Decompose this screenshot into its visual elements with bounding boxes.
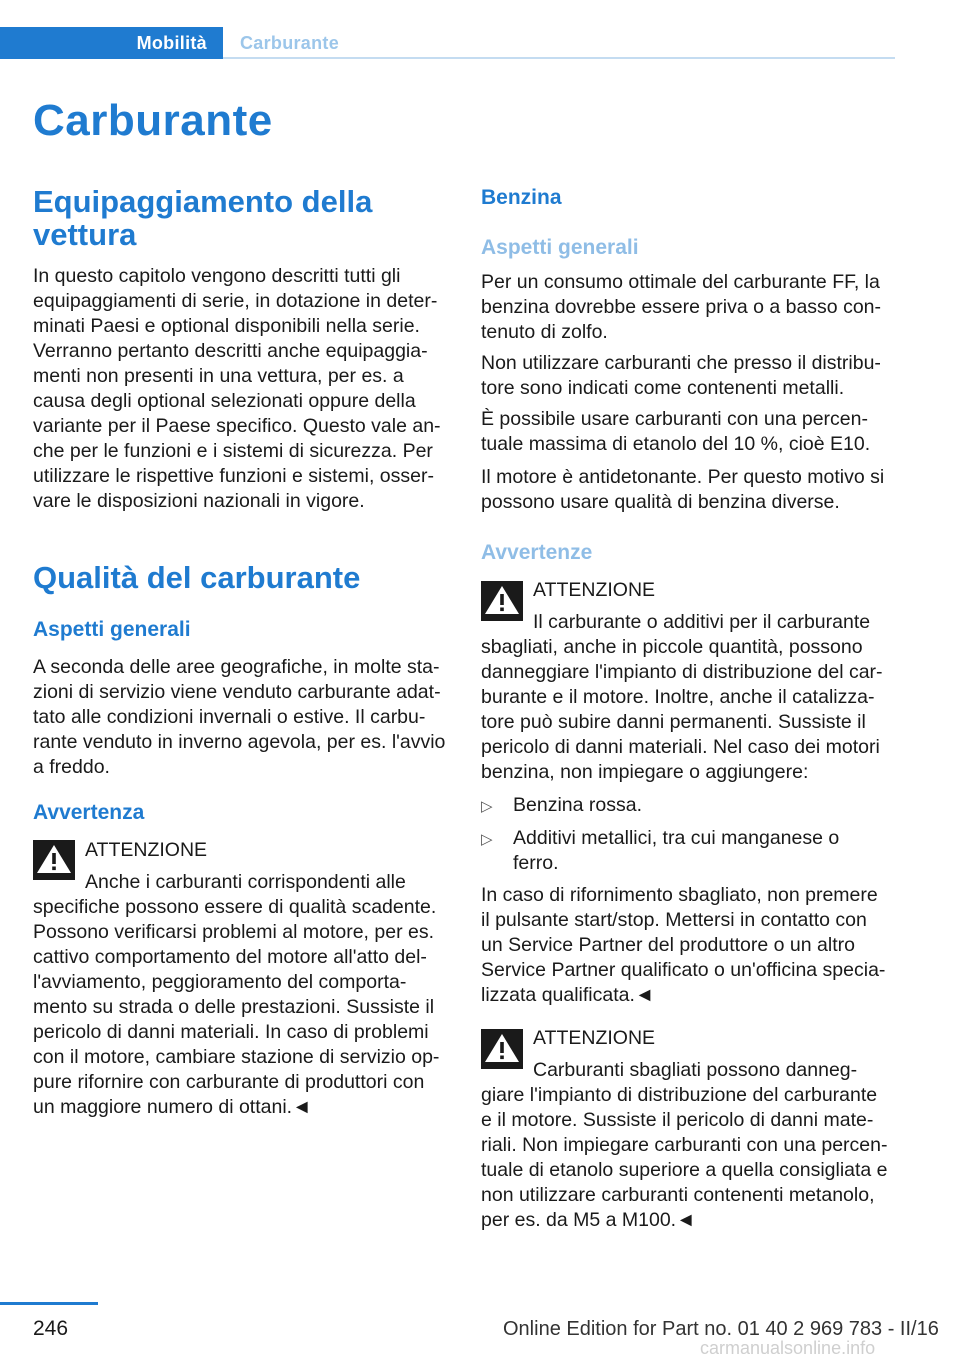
benzina-para3-line: tuale massima di etanolo del 10 %, cioè E10. xyxy=(481,433,871,455)
heading-avvertenza: Avvertenza xyxy=(33,801,145,824)
warning2-line: giare l'impianto di distribuzione del carburante xyxy=(481,1084,878,1106)
warning-triangle-icon xyxy=(481,1029,523,1069)
after-line: Service Partner qualificato o un'officina specia‐ xyxy=(481,959,886,981)
benzina-para1-line: benzina dovrebbe essere priva o a basso con‐ xyxy=(481,296,881,318)
equip-line: Verranno pertanto descritti anche equipaggia‐ xyxy=(33,340,428,362)
benzina-para4-line: Il motore è antidetonante. Per questo motivo si xyxy=(481,466,885,488)
warning1-line: sbagliati, anche in piccole quantità, possono xyxy=(481,636,863,658)
bullet-marker: ▷ xyxy=(481,798,493,815)
page-number-rule xyxy=(0,1302,98,1305)
warning-line: un maggiore numero di ottani.◄ xyxy=(33,1096,312,1118)
header-tabbar xyxy=(0,27,895,61)
bullet-item: Benzina rossa. xyxy=(513,794,642,816)
after-line: un Service Partner del produttore o un altro xyxy=(481,934,855,956)
warning-line: specifiche possono essere di qualità scadente. xyxy=(33,896,437,918)
equip-line: minati Paesi e optional disponibili nella serie. xyxy=(33,315,420,337)
tab-mobilita[interactable] xyxy=(0,27,223,59)
page-title: Carburante xyxy=(33,96,273,145)
after-line: il pulsante start/stop. Mettersi in contatto con xyxy=(481,909,867,931)
after-line: In caso di rifornimento sbagliato, non premere xyxy=(481,884,878,906)
benzina-para1-line: tenuto di zolfo. xyxy=(481,321,608,343)
general-line: tato alle condizioni invernali o estive. Il carbu‐ xyxy=(33,706,426,728)
warning-line: Anche i carburanti corrispondenti alle xyxy=(85,871,406,893)
warning-line: con il motore, cambiare stazione di servizio op‐ xyxy=(33,1046,440,1068)
benzina-para1-line: Per un consumo ottimale del carburante FF, la xyxy=(481,271,880,293)
general-line: zioni di servizio viene venduto carburante adat‐ xyxy=(33,681,441,703)
heading-benzina: Benzina xyxy=(481,186,562,209)
warning2-line: riali. Non impiegare carburanti con una percen‐ xyxy=(481,1134,888,1156)
equip-line: causa degli optional selezionati oppure della xyxy=(33,390,416,412)
benzina-para2-line: Non utilizzare carburanti che presso il distribu‐ xyxy=(481,352,881,374)
benzina-para3-line: È possibile usare carburanti con una percen‐ xyxy=(481,408,868,430)
after-line: lizzata qualificata.◄ xyxy=(481,984,655,1006)
warning-line: mento su strada o delle prestazioni. Sussiste il xyxy=(33,996,435,1018)
warning1-line: burante e il motore. Inoltre, anche il catalizza‐ xyxy=(481,686,875,708)
tab-mobilita-label: Mobilità xyxy=(136,33,207,53)
equip-line: equipaggiamenti di serie, in dotazione in deter‐ xyxy=(33,290,438,312)
heading-aspetti-generali-benzina: Aspetti generali xyxy=(481,236,639,259)
warning-line: l'avviamento, peggioramento del comporta‐ xyxy=(33,971,407,993)
general-line: rante venduto in inverno agevola, per es. l'avvio xyxy=(33,731,446,753)
warning2-line: non utilizzare carburanti contenenti metanolo, xyxy=(481,1184,875,1206)
warning-line: cattivo comportamento del motore all'atto del‐ xyxy=(33,946,427,968)
bullet-marker: ▷ xyxy=(481,831,493,848)
warning-line: Possono verificarsi problemi al motore, per es. xyxy=(33,921,434,943)
heading-aspetti-generali: Aspetti generali xyxy=(33,618,191,641)
warning-triangle-icon xyxy=(481,581,523,621)
warning2-line: e il motore. Sussiste il pericolo di danni mate‐ xyxy=(481,1109,874,1131)
warning1-line: tore può subire danni permanenti. Sussiste il xyxy=(481,711,866,733)
warning-triangle-icon xyxy=(33,840,75,880)
equip-line: utilizzare le rispettive funzioni e sistemi, osser‐ xyxy=(33,465,434,487)
bullet-item: ferro. xyxy=(513,852,559,874)
heading-avvertenze: Avvertenze xyxy=(481,541,593,564)
benzina-para2-line: tore sono indicati come contenenti metalli. xyxy=(481,377,845,399)
watermark: carmanualsonline.info xyxy=(700,1338,876,1358)
equip-line: che per le funzioni e i sistemi di sicurezza. Per xyxy=(33,440,433,462)
general-line: a freddo. xyxy=(33,756,110,778)
section-title-equipaggiamento: Equipaggiamento della vettura xyxy=(33,184,373,252)
equip-line: menti non presenti in una vettura, per es. a xyxy=(33,365,404,387)
section-title-qualita: Qualità del carburante xyxy=(33,560,361,595)
edition-footer: Online Edition for Part no. 01 40 2 969 783 - II/16 xyxy=(503,1318,939,1340)
warning-line: pure rifornire con carburante di produttori con xyxy=(33,1071,425,1093)
warning2-label: ATTENZIONE xyxy=(533,1027,656,1049)
tab-underline xyxy=(223,57,895,59)
general-line: A seconda delle aree geografiche, in molte sta‐ xyxy=(33,656,440,678)
warning-label: ATTENZIONE xyxy=(85,839,208,861)
warning1-line: pericolo di danni materiali. Nel caso dei motori xyxy=(481,736,880,758)
warning-line: pericolo di danni materiali. In caso di problemi xyxy=(33,1021,429,1043)
bullet-item: Additivi metallici, tra cui manganese o xyxy=(513,827,840,849)
equip-line: vare le disposizioni nazionali in vigore. xyxy=(33,490,365,512)
warning2-line: per es. da M5 a M100.◄ xyxy=(481,1209,696,1231)
equip-line: variante per il Paese specifico. Questo vale an‐ xyxy=(33,415,441,437)
tab-carburante[interactable]: Carburante xyxy=(240,33,340,53)
warning2-line: Carburanti sbagliati possono danneg‐ xyxy=(533,1059,858,1081)
equip-line: In questo capitolo vengono descritti tutti gli xyxy=(33,265,401,287)
warning1-line: benzina, non impiegare o aggiungere: xyxy=(481,761,809,783)
warning1-label: ATTENZIONE xyxy=(533,579,656,601)
warning2-line: tuale di etanolo superiore a quella consigliata e xyxy=(481,1159,888,1181)
warning1-line: danneggiare l'impianto di distribuzione del car‐ xyxy=(481,661,883,683)
page-number: 246 xyxy=(33,1317,69,1340)
warning1-line: Il carburante o additivi per il carburante xyxy=(533,611,871,633)
benzina-para4-line: possono usare qualità di benzina diverse. xyxy=(481,491,840,513)
